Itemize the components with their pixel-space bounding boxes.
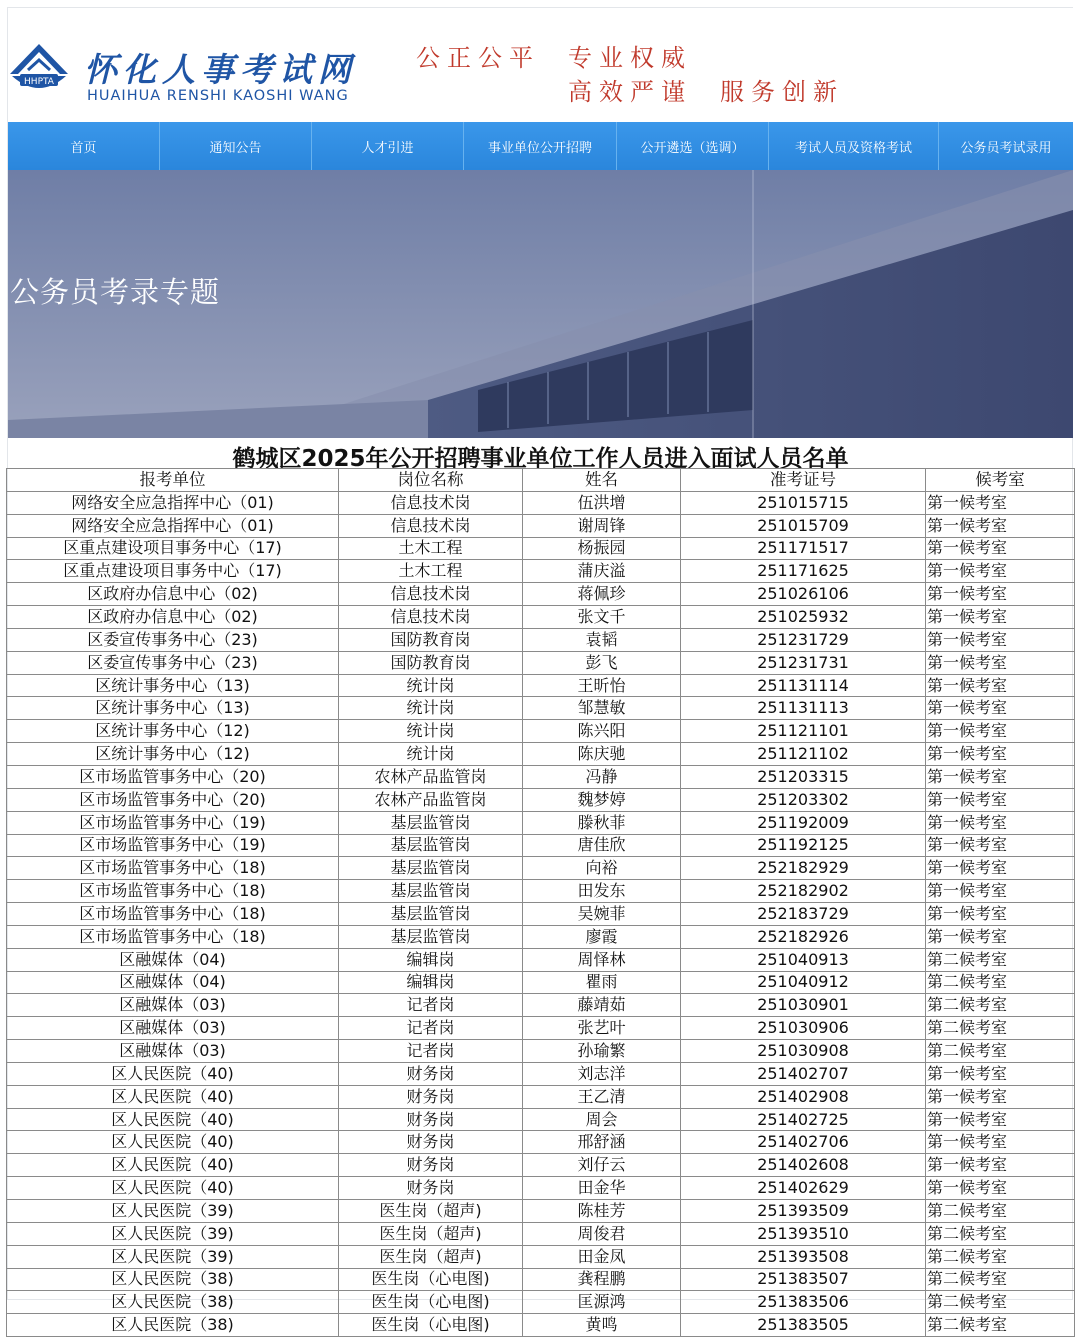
cell-waiting-room: 第二候考室 — [926, 971, 1075, 994]
table-row — [7, 674, 1075, 697]
cell-position: 统计岗 — [339, 674, 523, 697]
cell-position: 国防教育岗 — [339, 651, 523, 674]
table-title: 鹤城区2025年公开招聘事业单位工作人员进入面试人员名单 — [232, 446, 849, 472]
cell-ticket-number: 251402725 — [681, 1108, 926, 1131]
cell-unit: 区融媒体（03) — [7, 1017, 339, 1040]
table-row — [7, 628, 1075, 651]
cell-name: 彭飞 — [523, 651, 681, 674]
cell-position: 医生岗（心电图) — [339, 1291, 523, 1314]
cell-name: 廖霞 — [523, 925, 681, 948]
table-row — [7, 1085, 1075, 1108]
table-row — [7, 1177, 1075, 1200]
cell-waiting-room: 第一候考室 — [926, 811, 1075, 834]
cell-position: 信息技术岗 — [339, 606, 523, 629]
header-unit: 报考单位 — [7, 469, 339, 492]
header-ticket-number: 准考证号 — [681, 469, 926, 492]
table-row — [7, 606, 1075, 629]
cell-name: 陈兴阳 — [523, 720, 681, 743]
cell-waiting-room: 第一候考室 — [926, 720, 1075, 743]
cell-ticket-number: 251121101 — [681, 720, 926, 743]
nav-item-selection[interactable]: 公开遴选（选调） — [617, 122, 769, 170]
cell-ticket-number: 251015715 — [681, 491, 926, 514]
cell-unit: 区人民医院（40) — [7, 1131, 339, 1154]
cell-waiting-room: 第一候考室 — [926, 491, 1075, 514]
cell-waiting-room: 第一候考室 — [926, 697, 1075, 720]
cell-unit: 区人民医院（39) — [7, 1200, 339, 1223]
cell-position: 财务岗 — [339, 1154, 523, 1177]
cell-position: 国防教育岗 — [339, 628, 523, 651]
table-row — [7, 1040, 1075, 1063]
nav-item-talent[interactable]: 人才引进 — [312, 122, 464, 170]
cell-name: 瞿雨 — [523, 971, 681, 994]
cell-ticket-number: 251402908 — [681, 1085, 926, 1108]
cell-ticket-number: 251171625 — [681, 560, 926, 583]
nav-item-home[interactable]: 首页 — [8, 122, 160, 170]
table-row — [7, 1291, 1075, 1314]
interview-list-table — [6, 468, 1074, 1337]
cell-position: 信息技术岗 — [339, 583, 523, 606]
cell-unit: 区市场监管事务中心（19) — [7, 811, 339, 834]
cell-position: 医生岗（超声) — [339, 1245, 523, 1268]
cell-waiting-room: 第一候考室 — [926, 560, 1075, 583]
cell-ticket-number: 251383507 — [681, 1268, 926, 1291]
cell-waiting-room: 第二候考室 — [926, 1017, 1075, 1040]
cell-name: 周怿林 — [523, 948, 681, 971]
cell-waiting-room: 第二候考室 — [926, 1222, 1075, 1245]
cell-position: 农林产品监管岗 — [339, 765, 523, 788]
table-row — [7, 491, 1075, 514]
nav-item-public-institution-recruitment[interactable]: 事业单位公开招聘 — [464, 122, 617, 170]
cell-unit: 区重点建设项目事务中心（17) — [7, 537, 339, 560]
cell-unit: 网络安全应急指挥中心（01) — [7, 514, 339, 537]
table-row — [7, 948, 1075, 971]
cell-ticket-number: 251203315 — [681, 765, 926, 788]
cell-ticket-number: 251402707 — [681, 1062, 926, 1085]
cell-position: 财务岗 — [339, 1131, 523, 1154]
cell-ticket-number: 252182929 — [681, 857, 926, 880]
cell-unit: 区市场监管事务中心（18) — [7, 857, 339, 880]
cell-waiting-room: 第一候考室 — [926, 788, 1075, 811]
logo-badge-text: HHPTA — [24, 77, 54, 87]
cell-name: 张文千 — [523, 606, 681, 629]
table-row — [7, 994, 1075, 1017]
table-header-row — [7, 469, 1075, 492]
cell-waiting-room: 第一候考室 — [926, 537, 1075, 560]
cell-ticket-number: 251393510 — [681, 1222, 926, 1245]
table-row — [7, 720, 1075, 743]
cell-ticket-number: 251393508 — [681, 1245, 926, 1268]
cell-ticket-number: 251383505 — [681, 1314, 926, 1337]
main-nav — [8, 122, 1073, 170]
cell-waiting-room: 第一候考室 — [926, 1154, 1075, 1177]
cell-name: 邹慧敏 — [523, 697, 681, 720]
cell-ticket-number: 251040912 — [681, 971, 926, 994]
cell-name: 蒲庆溢 — [523, 560, 681, 583]
cell-position: 记者岗 — [339, 1040, 523, 1063]
cell-position: 农林产品监管岗 — [339, 788, 523, 811]
cell-ticket-number: 252182926 — [681, 925, 926, 948]
nav-item-notices[interactable]: 通知公告 — [160, 122, 312, 170]
table-row — [7, 834, 1075, 857]
cell-unit: 区统计事务中心（12) — [7, 743, 339, 766]
banner-title: 公务员考录专题 — [10, 275, 221, 309]
cell-unit: 区市场监管事务中心（18) — [7, 880, 339, 903]
cell-name: 冯静 — [523, 765, 681, 788]
cell-name: 滕秋菲 — [523, 811, 681, 834]
cell-position: 医生岗（超声) — [339, 1200, 523, 1223]
cell-name: 田发东 — [523, 880, 681, 903]
cell-unit: 区人民医院（40) — [7, 1062, 339, 1085]
cell-name: 周会 — [523, 1108, 681, 1131]
cell-waiting-room: 第一候考室 — [926, 1131, 1075, 1154]
cell-position: 医生岗（心电图) — [339, 1314, 523, 1337]
nav-item-qualification-exams[interactable]: 考试人员及资格考试 — [769, 122, 939, 170]
table-row — [7, 1245, 1075, 1268]
cell-name: 黄鸣 — [523, 1314, 681, 1337]
cell-ticket-number: 251040913 — [681, 948, 926, 971]
cell-position: 财务岗 — [339, 1108, 523, 1131]
cell-unit: 网络安全应急指挥中心（01) — [7, 491, 339, 514]
table-row — [7, 880, 1075, 903]
cell-unit: 区融媒体（03) — [7, 994, 339, 1017]
cell-position: 信息技术岗 — [339, 514, 523, 537]
table-row — [7, 1222, 1075, 1245]
slogan-authority: 专业权威 — [568, 44, 692, 72]
cell-unit: 区融媒体（03) — [7, 1040, 339, 1063]
cell-unit: 区委宣传事务中心（23) — [7, 651, 339, 674]
cell-position: 土木工程 — [339, 560, 523, 583]
cell-unit: 区人民医院（38) — [7, 1314, 339, 1337]
cell-name: 袁韬 — [523, 628, 681, 651]
cell-ticket-number: 251015709 — [681, 514, 926, 537]
table-row — [7, 651, 1075, 674]
table-row — [7, 1017, 1075, 1040]
cell-name: 杨振园 — [523, 537, 681, 560]
cell-unit: 区市场监管事务中心（18) — [7, 925, 339, 948]
table-row — [7, 903, 1075, 926]
cell-waiting-room: 第二候考室 — [926, 1200, 1075, 1223]
cell-position: 医生岗（超声) — [339, 1222, 523, 1245]
cell-ticket-number: 252183729 — [681, 903, 926, 926]
cell-waiting-room: 第二候考室 — [926, 1268, 1075, 1291]
cell-name: 陈庆驰 — [523, 743, 681, 766]
cell-position: 医生岗（心电图) — [339, 1268, 523, 1291]
cell-position: 土木工程 — [339, 537, 523, 560]
slogan-efficiency: 高效严谨 — [568, 78, 692, 106]
cell-ticket-number: 251131114 — [681, 674, 926, 697]
cell-ticket-number: 251203302 — [681, 788, 926, 811]
cell-name: 刘仔云 — [523, 1154, 681, 1177]
cell-name: 刘志洋 — [523, 1062, 681, 1085]
table-row — [7, 560, 1075, 583]
cell-position: 财务岗 — [339, 1085, 523, 1108]
cell-waiting-room: 第一候考室 — [926, 834, 1075, 857]
table-row — [7, 1062, 1075, 1085]
nav-item-civil-servant[interactable]: 公务员考试录用 — [960, 140, 1052, 156]
header-name: 姓名 — [523, 469, 681, 492]
table-row — [7, 1131, 1075, 1154]
cell-waiting-room: 第一候考室 — [926, 628, 1075, 651]
cell-unit: 区人民医院（39) — [7, 1222, 339, 1245]
cell-position: 编辑岗 — [339, 948, 523, 971]
cell-name: 伍洪增 — [523, 491, 681, 514]
table-row — [7, 925, 1075, 948]
cell-waiting-room: 第二候考室 — [926, 1314, 1075, 1337]
table-row — [7, 811, 1075, 834]
cell-position: 基层监管岗 — [339, 857, 523, 880]
cell-name: 龚程鹏 — [523, 1268, 681, 1291]
cell-waiting-room: 第一候考室 — [926, 606, 1075, 629]
logo-icon[interactable] — [8, 40, 70, 96]
cell-position: 基层监管岗 — [339, 880, 523, 903]
cell-unit: 区统计事务中心（13) — [7, 697, 339, 720]
cell-waiting-room: 第一候考室 — [926, 1085, 1075, 1108]
cell-position: 记者岗 — [339, 994, 523, 1017]
cell-ticket-number: 251131113 — [681, 697, 926, 720]
cell-position: 财务岗 — [339, 1177, 523, 1200]
cell-unit: 区市场监管事务中心（20) — [7, 788, 339, 811]
cell-position: 基层监管岗 — [339, 903, 523, 926]
cell-waiting-room: 第一候考室 — [926, 1062, 1075, 1085]
cell-unit: 区委宣传事务中心（23) — [7, 628, 339, 651]
cell-name: 田金华 — [523, 1177, 681, 1200]
cell-ticket-number: 251402706 — [681, 1131, 926, 1154]
cell-waiting-room: 第一候考室 — [926, 514, 1075, 537]
cell-name: 唐佳欣 — [523, 834, 681, 857]
table-row — [7, 1154, 1075, 1177]
cell-name: 王乙清 — [523, 1085, 681, 1108]
cell-waiting-room: 第一候考室 — [926, 765, 1075, 788]
table-row — [7, 1314, 1075, 1337]
cell-name: 谢周锋 — [523, 514, 681, 537]
cell-position: 统计岗 — [339, 743, 523, 766]
cell-ticket-number: 251171517 — [681, 537, 926, 560]
cell-ticket-number: 251231729 — [681, 628, 926, 651]
cell-waiting-room: 第一候考室 — [926, 1108, 1075, 1131]
cell-unit: 区统计事务中心（13) — [7, 674, 339, 697]
site-header — [8, 8, 1073, 122]
cell-position: 财务岗 — [339, 1062, 523, 1085]
cell-unit: 区市场监管事务中心（18) — [7, 903, 339, 926]
table-row — [7, 537, 1075, 560]
cell-ticket-number: 251231731 — [681, 651, 926, 674]
cell-unit: 区融媒体（04) — [7, 971, 339, 994]
table-row — [7, 857, 1075, 880]
cell-position: 统计岗 — [339, 697, 523, 720]
cell-name: 魏梦婷 — [523, 788, 681, 811]
table-row — [7, 788, 1075, 811]
cell-waiting-room: 第二候考室 — [926, 1245, 1075, 1268]
cell-unit: 区人民医院（40) — [7, 1154, 339, 1177]
cell-unit: 区融媒体（04) — [7, 948, 339, 971]
cell-ticket-number: 251121102 — [681, 743, 926, 766]
cell-position: 基层监管岗 — [339, 925, 523, 948]
cell-waiting-room: 第一候考室 — [926, 880, 1075, 903]
table-row — [7, 1108, 1075, 1131]
site-logo-subtitle: HUAIHUA RENSHI KAOSHI WANG — [87, 88, 349, 104]
cell-waiting-room: 第一候考室 — [926, 857, 1075, 880]
site-logo-title[interactable]: 怀化人事考试网 — [84, 50, 357, 89]
header-waiting-room: 候考室 — [926, 469, 1075, 492]
slogan-innovation: 服务创新 — [720, 78, 844, 106]
table-row — [7, 583, 1075, 606]
cell-waiting-room: 第一候考室 — [926, 743, 1075, 766]
table-row — [7, 743, 1075, 766]
hero-banner — [8, 170, 1073, 438]
cell-waiting-room: 第一候考室 — [926, 925, 1075, 948]
cell-ticket-number: 251030908 — [681, 1040, 926, 1063]
cell-unit: 区政府办信息中心（02) — [7, 606, 339, 629]
cell-ticket-number: 251030906 — [681, 1017, 926, 1040]
cell-ticket-number: 251402629 — [681, 1177, 926, 1200]
table-row — [7, 765, 1075, 788]
cell-name: 蒋佩珍 — [523, 583, 681, 606]
cell-waiting-room: 第二候考室 — [926, 1040, 1075, 1063]
cell-name: 吴婉菲 — [523, 903, 681, 926]
cell-waiting-room: 第一候考室 — [926, 651, 1075, 674]
cell-ticket-number: 251026106 — [681, 583, 926, 606]
cell-name: 周俊君 — [523, 1222, 681, 1245]
cell-ticket-number: 252182902 — [681, 880, 926, 903]
cell-unit: 区政府办信息中心（02) — [7, 583, 339, 606]
cell-name: 向裕 — [523, 857, 681, 880]
cell-name: 田金凤 — [523, 1245, 681, 1268]
slogan-fairness: 公正公平 — [416, 44, 540, 72]
cell-position: 编辑岗 — [339, 971, 523, 994]
cell-position: 记者岗 — [339, 1017, 523, 1040]
table-row — [7, 697, 1075, 720]
cell-unit: 区市场监管事务中心（20) — [7, 765, 339, 788]
table-row — [7, 971, 1075, 994]
cell-name: 陈桂芳 — [523, 1200, 681, 1223]
cell-position: 统计岗 — [339, 720, 523, 743]
cell-unit: 区人民医院（38) — [7, 1268, 339, 1291]
table-row — [7, 1200, 1075, 1223]
cell-waiting-room: 第一候考室 — [926, 1177, 1075, 1200]
cell-unit: 区人民医院（40) — [7, 1085, 339, 1108]
cell-position: 基层监管岗 — [339, 834, 523, 857]
cell-name: 藤靖茹 — [523, 994, 681, 1017]
cell-position: 信息技术岗 — [339, 491, 523, 514]
cell-unit: 区人民医院（39) — [7, 1245, 339, 1268]
cell-unit: 区统计事务中心（12) — [7, 720, 339, 743]
cell-waiting-room: 第二候考室 — [926, 1291, 1075, 1314]
cell-ticket-number: 251192009 — [681, 811, 926, 834]
cell-waiting-room: 第二候考室 — [926, 948, 1075, 971]
cell-name: 王昕怡 — [523, 674, 681, 697]
cell-ticket-number: 251025932 — [681, 606, 926, 629]
cell-ticket-number: 251030901 — [681, 994, 926, 1017]
cell-ticket-number: 251383506 — [681, 1291, 926, 1314]
cell-unit: 区市场监管事务中心（19) — [7, 834, 339, 857]
cell-unit: 区人民医院（40) — [7, 1177, 339, 1200]
table-row — [7, 514, 1075, 537]
cell-unit: 区人民医院（40) — [7, 1108, 339, 1131]
cell-ticket-number: 251402608 — [681, 1154, 926, 1177]
cell-name: 张艺叶 — [523, 1017, 681, 1040]
cell-position: 基层监管岗 — [339, 811, 523, 834]
cell-name: 匡源鸿 — [523, 1291, 681, 1314]
cell-waiting-room: 第一候考室 — [926, 903, 1075, 926]
cell-unit: 区重点建设项目事务中心（17) — [7, 560, 339, 583]
cell-unit: 区人民医院（38) — [7, 1291, 339, 1314]
cell-ticket-number: 251393509 — [681, 1200, 926, 1223]
cell-ticket-number: 251192125 — [681, 834, 926, 857]
header-position: 岗位名称 — [339, 469, 523, 492]
cell-waiting-room: 第一候考室 — [926, 583, 1075, 606]
cell-waiting-room: 第二候考室 — [926, 994, 1075, 1017]
table-row — [7, 1268, 1075, 1291]
cell-name: 邢舒涵 — [523, 1131, 681, 1154]
cell-name: 孙瑜繁 — [523, 1040, 681, 1063]
cell-waiting-room: 第一候考室 — [926, 674, 1075, 697]
